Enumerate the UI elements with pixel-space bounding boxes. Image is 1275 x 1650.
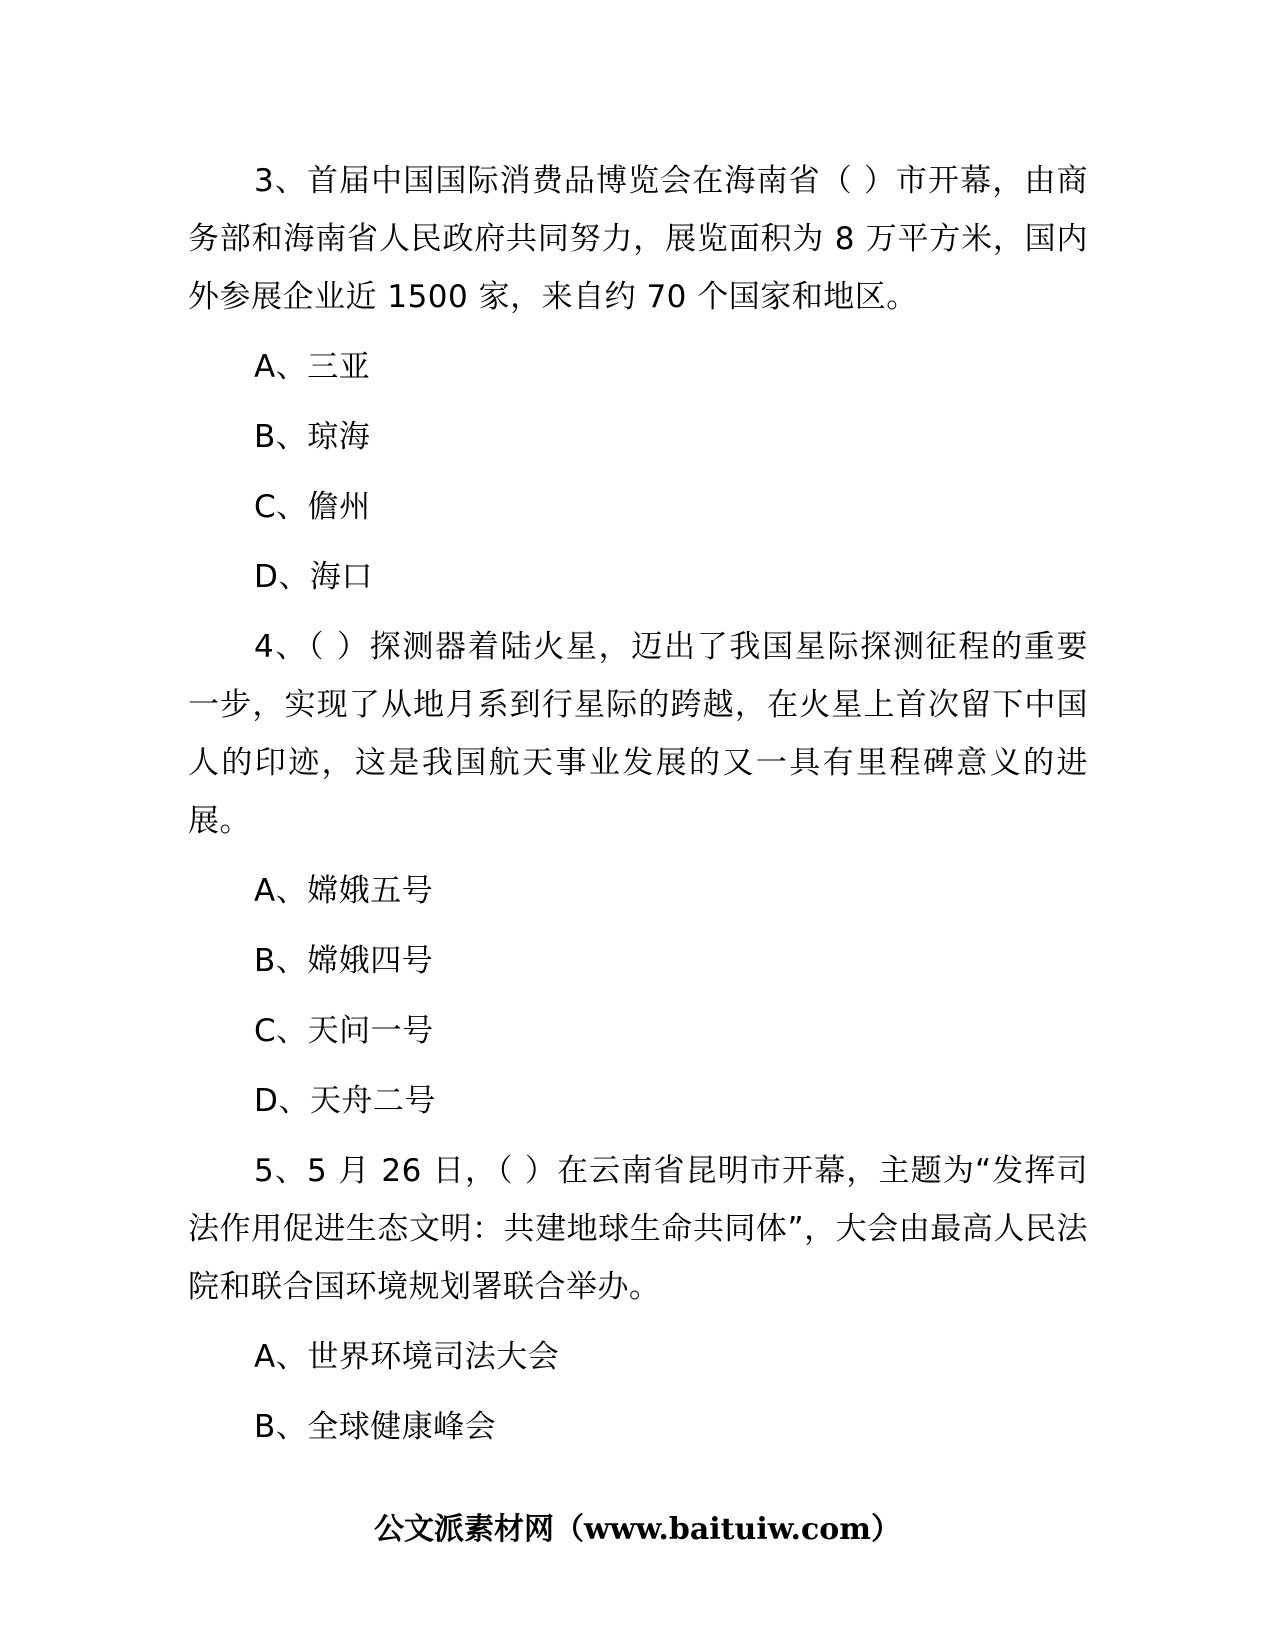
question-list bbox=[188, 152, 1088, 1468]
option-b: B、全球健康峰会 bbox=[254, 1409, 497, 1445]
question-text: 4、（ ）探测器着陆火星，迈出了我国星际探测征程的重要一步，实现了从地月系到行星际的跨越，在火星上首次留下中国人的印迹，这是我国航天事业发展的又一具有里程碑意义的进展。 bbox=[188, 629, 1088, 839]
page-footer: 公文派素材网（www.baituiw.com） bbox=[373, 1512, 902, 1547]
option-b: B、嫦娥四号 bbox=[254, 943, 434, 979]
question-text: 3、首届中国国际消费品博览会在海南省（ ）市开幕，由商务部和海南省人民政府共同努力，展览面积为 8 万平方米，国内外参展企业近 1500 家，来自约 70 个国家和地区。 bbox=[188, 163, 1088, 315]
option-a: A、世界环境司法大会 bbox=[254, 1339, 560, 1375]
option-b: B、琼海 bbox=[254, 419, 371, 455]
option-c: C、儋州 bbox=[254, 489, 371, 525]
question-5 bbox=[188, 1142, 1088, 1468]
question-4 bbox=[188, 618, 1088, 1142]
question-3 bbox=[188, 152, 1088, 618]
question-text: 5、5 月 26 日，（ ）在云南省昆明市开幕，主题为“发挥司法作用促进生态文明：共建地球生命共同体”，大会由最高人民法院和联合国环境规划署联合举办。 bbox=[188, 1153, 1088, 1305]
option-d: D、海口 bbox=[254, 559, 373, 595]
option-a: A、三亚 bbox=[254, 349, 371, 385]
option-d: D、天舟二号 bbox=[254, 1083, 436, 1119]
option-a: A、嫦娥五号 bbox=[254, 873, 434, 909]
option-c: C、天问一号 bbox=[254, 1013, 434, 1049]
